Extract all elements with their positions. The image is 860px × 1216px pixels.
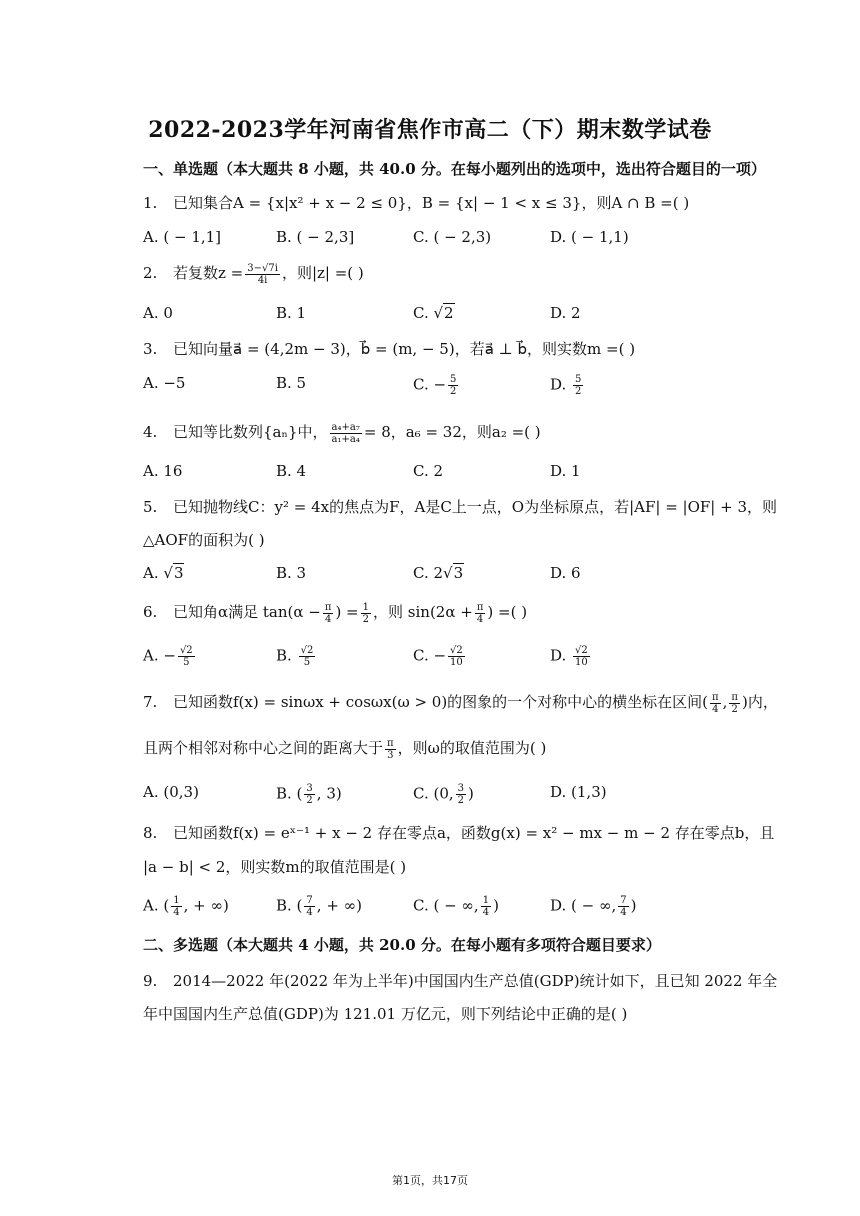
option-c[interactable]: C. ( − 2,3) — [413, 228, 492, 246]
numerator: π — [731, 691, 738, 703]
question-2 — [143, 262, 364, 286]
numerator: √2 — [179, 645, 193, 656]
fraction — [304, 895, 314, 918]
option-c[interactable] — [413, 783, 474, 806]
question-9 — [143, 970, 777, 991]
numerator: 1 — [362, 601, 370, 613]
option-a[interactable]: A. √3 — [143, 564, 184, 582]
denominator: 4 — [712, 703, 719, 715]
question-6 — [143, 601, 527, 625]
option-b[interactable]: B. 4 — [276, 462, 307, 480]
option-label: B. — [276, 646, 292, 665]
page-title: 2022-2023学年河南省焦作市高二（下）期末数学试卷 — [148, 117, 712, 143]
denominator: 10 — [575, 657, 588, 668]
fraction — [330, 422, 362, 445]
question-5 — [143, 496, 777, 517]
denominator: a₁+a₄ — [331, 433, 360, 445]
denominator: 4 — [476, 613, 484, 625]
option-c[interactable]: C. √2 — [413, 304, 454, 322]
fraction — [178, 645, 195, 668]
option-b[interactable] — [276, 783, 342, 806]
denominator: 5 — [183, 657, 190, 668]
denominator: 3 — [387, 749, 394, 761]
option-a[interactable]: A. −5 — [143, 374, 186, 392]
numerator: 1 — [482, 895, 490, 906]
denominator: 2 — [575, 386, 582, 397]
fraction — [475, 602, 486, 625]
option-d[interactable] — [550, 645, 592, 668]
numerator: 3 — [306, 783, 313, 794]
denominator: 4 — [324, 613, 332, 625]
denominator: 4i — [257, 274, 268, 286]
numerator: √2 — [450, 645, 463, 656]
option-label: D. — [550, 646, 567, 665]
fraction — [304, 783, 314, 806]
option-label: C. — [413, 304, 429, 322]
question-text: 已知抛物线C：y² = 4x的焦点为F，A是C上一点，O为坐标原点，若|AF| = |OF| + 3，则 — [173, 498, 778, 516]
option-d[interactable]: D. 6 — [550, 564, 581, 582]
denominator: 2 — [362, 613, 370, 625]
question-9-line-2: 年中国国内生产总值(GDP)为 121.01 万亿元，则下列结论中正确的是( ) — [143, 1005, 628, 1023]
question-number: 1. — [143, 194, 158, 212]
option-d[interactable]: D. 2 — [550, 304, 581, 322]
option-c[interactable] — [413, 895, 499, 918]
question-number: 9. — [143, 972, 158, 990]
option-d[interactable]: D. 1 — [550, 462, 581, 480]
radicand: 3 — [173, 564, 184, 582]
option-a[interactable]: A. (0,3) — [143, 783, 199, 801]
option-tail: ) — [630, 896, 637, 915]
question-7-line-2 — [143, 737, 546, 761]
option-tail: ) — [468, 784, 474, 803]
option-label: D. ( − ∞, — [550, 896, 617, 915]
denominator: 10 — [450, 657, 463, 668]
denominator: 4 — [482, 907, 490, 918]
question-7: 7. 已知函数f(x) = sinωx + cosωx(ω > 0)的图象的一个对称中心的横坐标在区间( $\frac{\pi}{4}$ , $\frac{\pi}{2}$ )内， — [143, 691, 778, 715]
question-text: 且两个相邻对称中心之间的距离大于 — [143, 739, 384, 757]
question-number: 5. — [143, 498, 158, 516]
denominator: 2 — [731, 703, 738, 715]
question-text-tail: ，则ω的取值范围为( ) — [397, 739, 547, 757]
denominator: 4 — [173, 907, 180, 918]
option-b[interactable] — [276, 645, 317, 668]
numerator: 3−√7i — [247, 262, 278, 274]
denominator: 4 — [306, 907, 313, 918]
question-8-line-2: |a − b| < 2，则实数m的取值范围是( ) — [143, 858, 407, 876]
option-label: C. ( − ∞, — [413, 896, 479, 915]
option-a[interactable]: A. ( − 1,1] — [143, 228, 222, 246]
numerator: π — [712, 691, 719, 703]
fraction — [448, 645, 465, 668]
option-a[interactable]: A. 0 — [143, 304, 173, 322]
page-footer: 第1页，共17页 — [392, 1174, 468, 1187]
numerator: π — [324, 601, 332, 613]
numerator: 3 — [457, 783, 465, 794]
question-8 — [143, 822, 774, 843]
numerator: 1 — [173, 895, 180, 906]
fraction — [171, 895, 181, 918]
numerator: 7 — [620, 895, 627, 906]
fraction — [456, 783, 466, 806]
option-a[interactable] — [143, 895, 229, 918]
fraction — [573, 374, 583, 397]
option-b[interactable]: B. 1 — [276, 304, 307, 322]
section-heading-multi-choice: 二、多选题（本大题共 4 小题，共 20.0 分。在每小题有多项符合题目要求） — [143, 936, 661, 954]
question-text: 已知函数f(x) = eˣ⁻¹ + x − 2 存在零点a，函数g(x) = x² − mx − m − 2 存在零点b，且 — [173, 824, 775, 842]
option-d[interactable]: D. (1,3) — [550, 783, 607, 801]
option-tail: , 3) — [316, 784, 342, 803]
option-label: A. − — [143, 646, 176, 665]
numerator: π — [387, 737, 394, 749]
option-d[interactable] — [550, 895, 636, 918]
question-3 — [143, 338, 635, 359]
question-text: 若复数z = — [173, 264, 244, 282]
radicand: 3 — [453, 564, 464, 582]
option-d[interactable] — [550, 374, 585, 397]
question-text: 已知函数f(x) = sinωx + cosωx(ω > 0)的图象的一个对称中心的横坐标在区间( — [173, 693, 709, 711]
fraction — [245, 263, 280, 286]
fraction — [573, 645, 590, 668]
question-text: 已知等比数列{aₙ}中， — [173, 423, 328, 441]
question-text-mid: ，则 sin(2α + — [373, 603, 473, 621]
option-c[interactable] — [413, 374, 460, 397]
question-text-tail: ，则|z| =( ) — [281, 264, 364, 282]
fraction — [481, 895, 491, 918]
question-number: 6. — [143, 603, 158, 621]
option-label: C. (0, — [413, 784, 454, 803]
numerator: 5 — [450, 374, 457, 385]
fraction — [710, 692, 721, 715]
fraction — [385, 738, 396, 761]
denominator: 2 — [450, 386, 457, 397]
fraction — [618, 895, 628, 918]
question-number: 4. — [143, 423, 158, 441]
question-number: 8. — [143, 824, 158, 842]
radicand: 2 — [444, 304, 454, 322]
option-label: C. − — [413, 375, 447, 394]
numerator: π — [476, 601, 484, 613]
denominator: 5 — [303, 657, 311, 668]
denominator: 2 — [457, 795, 465, 806]
option-d[interactable]: D. ( − 1,1) — [550, 228, 629, 246]
option-b[interactable]: B. ( − 2,3] — [276, 228, 355, 246]
question-5-line-2: △AOF的面积为( ) — [143, 531, 265, 549]
fraction — [448, 374, 458, 397]
option-a[interactable]: A. 16 — [143, 462, 183, 480]
denominator: 4 — [620, 907, 627, 918]
question-text: 已知集合A = {x|x² + x − 2 ≤ 0}，B = {x| − 1 < x ≤ 3}，则A ∩ B =( ) — [173, 194, 690, 212]
option-label: C. 2 — [413, 564, 444, 582]
option-label: B. ( — [276, 784, 303, 803]
question-text-mid: ) = — [335, 603, 359, 621]
fraction — [729, 692, 740, 715]
option-label: C. − — [413, 646, 447, 665]
option-label: A. ( — [143, 896, 170, 915]
option-c[interactable]: C. 2√3 — [413, 564, 464, 582]
question-4 — [143, 421, 541, 445]
fraction — [361, 602, 371, 625]
option-label: D. — [550, 375, 567, 394]
option-a[interactable] — [143, 645, 197, 668]
numerator: 7 — [306, 895, 313, 906]
option-c[interactable] — [413, 645, 467, 668]
numerator: 5 — [575, 374, 582, 385]
option-label: A. — [143, 564, 159, 582]
question-number: 3. — [143, 340, 158, 358]
option-tail: , + ∞) — [316, 896, 363, 915]
question-text: 已知向量a⃗ = (4,2m − 3)，b⃗ = (m, − 5)，若a⃗ ⊥ b⃗，则实数m =( ) — [173, 340, 636, 358]
fraction — [323, 602, 334, 625]
question-text: 2014—2022 年(2022 年为上半年)中国国内生产总值(GDP)统计如下，且已知 2022 年全 — [173, 972, 778, 990]
question-text: 已知角α满足 tan(α − — [173, 603, 321, 621]
option-label: B. ( — [276, 896, 303, 915]
question-text-tail: ) =( ) — [487, 603, 528, 621]
numerator: a₄+a₇ — [331, 421, 360, 433]
question-number: 7. — [143, 693, 158, 711]
question-1 — [143, 192, 689, 213]
numerator: √2 — [300, 645, 314, 656]
denominator: 2 — [306, 795, 313, 806]
question-text-tail: )内， — [741, 693, 778, 711]
option-b[interactable]: B. 5 — [276, 374, 307, 392]
option-b[interactable]: B. 3 — [276, 564, 307, 582]
fraction — [299, 645, 316, 668]
option-tail: , + ∞) — [183, 896, 229, 915]
option-b[interactable] — [276, 895, 362, 918]
option-tail: ) — [493, 896, 499, 915]
option-c[interactable]: C. 2 — [413, 462, 444, 480]
question-text-tail: = 8，a₆ = 32，则a₂ =( ) — [363, 423, 541, 441]
numerator: √2 — [575, 645, 588, 656]
section-heading-single-choice: 一、单选题（本大题共 8 小题，共 40.0 分。在每小题列出的选项中，选出符合题目的一项） — [143, 160, 766, 178]
question-number: 2. — [143, 264, 158, 282]
